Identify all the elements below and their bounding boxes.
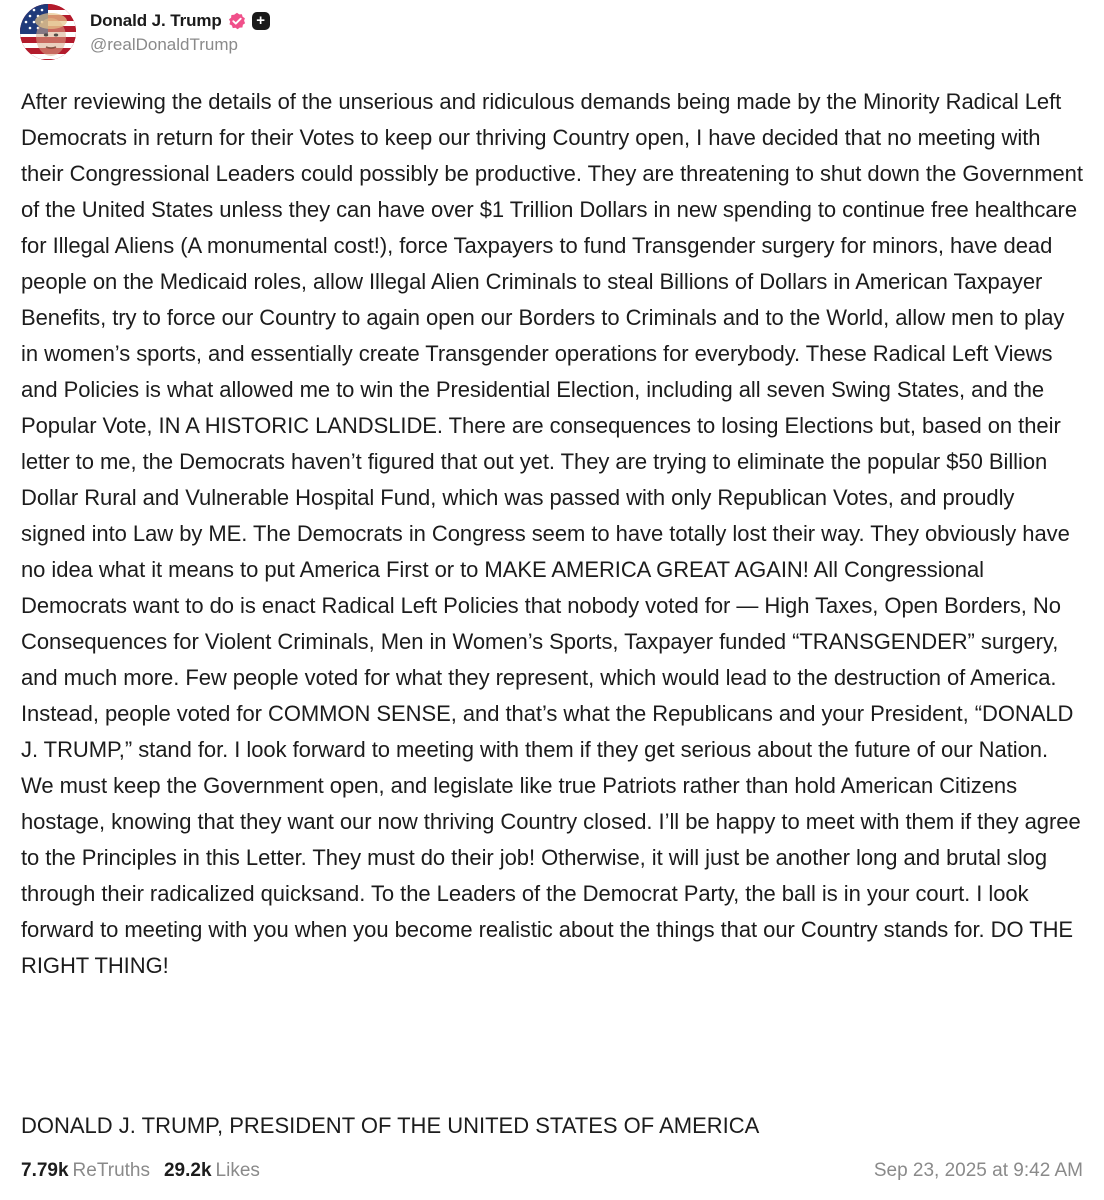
retruths-count: 7.79k bbox=[21, 1160, 69, 1181]
author-identity bbox=[90, 9, 270, 55]
post-body: After reviewing the details of the unserious and ridiculous demands being made by the Minority Radical Left Democrats in return for their Votes to keep our thriving Country open, I have decided that no meeting with their Congressional Leaders could possibly be productive. They are threatening to shut down the Government of the United States unless they can have over $1 Trillion Dollars in new spending to continue free healthcare for Illegal Aliens (A monumental cost!), force Taxpayers to fund Transgender surgery for minors, have dead people on the Medicaid roles, allow Illegal Alien Criminals to steal Billions of Dollars in American Taxpayer Benefits, try to force our Country to again open our Borders to Criminals and to the World, allow men to play in women’s sports, and essentially create Transgender operations for everybody. These Radical Left Views and Policies is what allowed me to win the Presidential Election, including all seven Swing States, and the Popular Vote, IN A HISTORIC LANDSLIDE. There are consequences to losing Elections but, based on their letter to me, the Democrats haven’t figured that out yet. They are trying to eliminate the popular $50 Billion Dollar Rural and Vulnerable Hospital Fund, which was passed with only Republican Votes, and proudly signed into Law by ME. The Democrats in Congress seem to have totally lost their way. They obviously have no idea what it means to put America First or to MAKE AMERICA GREAT AGAIN! All Congressional Democrats want to do is enact Radical Left Policies that nobody voted for — High Taxes, Open Borders, No Consequences for Violent Criminals, Men in Women’s Sports, Taxpayer funded “TRANSGENDER” surgery, and much more. Few people voted for what they represent, which would lead to the destruction of America. Instead, people voted for COMMON SENSE, and that’s what the Republicans and your President, “DONALD J. TRUMP,” stand for. I look forward to meeting with them if they get serious about the future of our Nation. We must keep the Government open, and legislate like true Patriots rather than hold American Citizens hostage, knowing that they want our now thriving Country closed. I’ll be happy to meet with them if they agree to the Principles in this Letter. They must do their job! Otherwise, it will just be another long and brutal slog through their radicalized quicksand. To the Leaders of the Democrat Party, the ball is in your court. I look forward to meeting with you when you become realistic about the things that our Country stands for. DO THE RIGHT THING! bbox=[21, 89, 1083, 978]
retruths-label: ReTruths bbox=[72, 1160, 150, 1181]
post-footer bbox=[21, 1153, 1083, 1189]
post-header bbox=[20, 4, 270, 60]
likes-stat[interactable] bbox=[164, 1160, 260, 1182]
post-signature: DONALD J. TRUMP, PRESIDENT OF THE UNITED STATES OF AMERICA bbox=[21, 1113, 760, 1138]
flag-face-avatar-icon bbox=[20, 4, 76, 60]
post-timestamp[interactable]: Sep 23, 2025 at 9:42 AM bbox=[873, 1160, 1083, 1181]
verified-badge-icon bbox=[228, 12, 246, 30]
plus-badge-icon: + bbox=[252, 12, 270, 30]
handle[interactable]: @realDonaldTrump bbox=[90, 35, 238, 54]
name-row bbox=[90, 9, 270, 33]
likes-count: 29.2k bbox=[163, 1160, 212, 1181]
display-name[interactable]: Donald J. Trump bbox=[90, 11, 222, 30]
avatar[interactable] bbox=[20, 4, 76, 60]
likes-label: Likes bbox=[215, 1160, 260, 1181]
retruths-stat[interactable] bbox=[21, 1160, 150, 1182]
